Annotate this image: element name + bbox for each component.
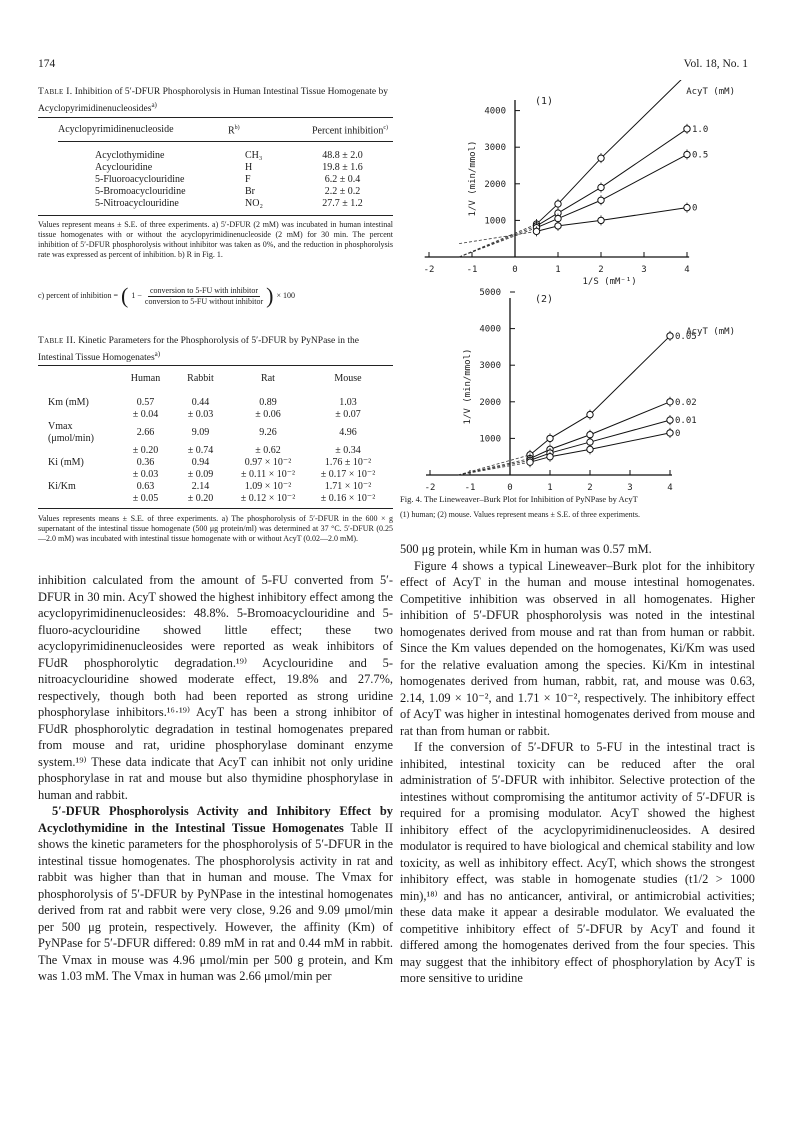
table1-body [95, 150, 385, 210]
x-tick-label: 2 [598, 265, 604, 275]
table-cell: Ki (mM) [48, 457, 84, 468]
figure4-caption [400, 494, 755, 505]
formula-tail: × 100 [276, 291, 295, 300]
data-point [555, 215, 561, 221]
y-tick-label: 1000 [479, 434, 501, 445]
table1-header [58, 122, 393, 137]
series-label: 0.05 [675, 331, 697, 342]
table1-caption-text: Inhibition of 5′-DFUR Phosphorolysis in Human Intestinal Tissue Homogenate by Acyclopyrimidinenucleosides [38, 87, 388, 114]
x-tick-label: -2 [423, 265, 435, 275]
figure4-caption-note: (1) human; (2) mouse. Values represent means ± S.E. of three experiments. [400, 510, 640, 519]
formula-one: 1 − [131, 291, 142, 300]
x-tick-label: 2 [587, 483, 593, 493]
series-label: 0.01 [675, 416, 697, 427]
extrapolation-line [459, 228, 536, 257]
section-heading: 5′-DFUR Phosphorolysis Activity and Inhibitory Effect by Acyclothymidine in the Intestinal Tissue Homogenates [38, 804, 393, 835]
data-point [598, 184, 604, 190]
table-cell: 1.76 ± 10⁻² [324, 457, 372, 468]
table-row [95, 198, 385, 210]
table-cell: 0.36 [136, 457, 155, 468]
y-tick-label: 4000 [484, 106, 506, 117]
table-header-cell: Human [130, 373, 161, 384]
data-point [587, 439, 593, 445]
data-point [667, 417, 673, 423]
table-cell: 1.09 × 10⁻² [244, 481, 292, 492]
table-cell: ± 0.62 [255, 445, 281, 456]
y-tick-label: 4000 [479, 324, 501, 335]
table1-formula: c) percent of inhibition = ( 1 − conversion to 5-FU with inhibitor conversion to 5-FU without inhibitor ) × 100 [38, 283, 295, 308]
data-point [527, 459, 533, 465]
paragraph: 500 μg protein, while Km in human was 0.57 mM. [400, 542, 652, 556]
table1-header-inhibition: Percent inhibition [311, 125, 384, 137]
figure4-caption-label: Fig. 4. [400, 494, 422, 504]
table-cell: 0.63 [136, 481, 155, 492]
table2-caption [38, 335, 393, 364]
x-tick-label: -1 [466, 265, 478, 275]
data-point [587, 411, 593, 417]
table-cell: ± 0.05 [132, 493, 159, 504]
y-tick-label: 1000 [484, 216, 506, 227]
table-cell: 5-Fluoroacyclouridine [95, 174, 185, 185]
data-point [598, 217, 604, 223]
table-cell: 5-Bromoacyclouridine [95, 186, 186, 197]
table1-header-r-mark: b) [234, 125, 240, 131]
table-cell: Acyclouridine [95, 162, 153, 173]
series-label: 0 [675, 428, 681, 439]
table1-header-r: R [228, 125, 235, 137]
chart-panel-mouse [425, 288, 735, 495]
x-tick-label: 4 [684, 265, 690, 275]
table-cell [48, 445, 118, 457]
chart-panel-human [424, 80, 735, 287]
series-label: 0 [692, 203, 698, 214]
table-row [48, 493, 388, 505]
table-cell: 2.66 [136, 427, 155, 438]
table-cell: 1.03 [339, 397, 357, 408]
y-tick-label: 2000 [479, 397, 501, 408]
data-point [587, 432, 593, 438]
y-tick-label: 2000 [484, 179, 506, 190]
table-cell: ± 0.11 × 10⁻² [240, 469, 296, 480]
formula-numerator: conversion to 5-FU with inhibitor [150, 285, 258, 295]
table-cell: NO₂ [245, 198, 263, 209]
table1-header-compound: Acyclopyrimidinenucleoside [58, 123, 174, 135]
y-tick-label: 3000 [479, 361, 501, 372]
table-cell: 19.8 ± 1.6 [322, 162, 363, 173]
table-cell: ± 0.74 [187, 445, 214, 456]
journal-volume: Vol. 18, No. 1 [683, 58, 748, 70]
data-point [547, 454, 553, 460]
x-tick-label: 1 [547, 483, 553, 493]
y-axis-label: 1/V (min/mmol) [463, 348, 473, 425]
table1-bottom-rule [38, 215, 393, 216]
right-column-text [400, 541, 755, 987]
table-header-cell: Mouse [334, 373, 362, 384]
table-cell: ± 0.06 [255, 409, 281, 420]
table-row [95, 162, 385, 174]
table-header-cell: Rat [261, 373, 275, 384]
table-cell: ± 0.16 × 10⁻² [320, 493, 376, 504]
formula-denominator: conversion to 5-FU without inhibitor [144, 296, 264, 306]
table-cell [48, 469, 118, 481]
table2-top-rule [38, 365, 393, 366]
table-cell: H [245, 162, 253, 173]
table-cell: 0.57 [136, 397, 155, 408]
table-cell: Ki/Km [48, 481, 76, 492]
figure-4 [400, 80, 755, 495]
paragraph: inhibition calculated from the amount of 5-FU converted from 5′-DFUR in 30 min. AcyT showed the highest inhibitory effect among the acyclopyrimidinenucleosides: 48.8%. 5-Bromoacyclouridine and 5-fluoro-acyclouridine showed little effect; these two acyclopyrimidinenucleosides were reported as weak inhibitors of FUdR phosphorolytic degradation.¹⁹⁾ Acyclouridine and 5-nitroacyclouridine showed moderate effect, 19.8% and 27.7%, respectively, though both had been reported as strong uridine phosphorylase inhibitors.¹⁶·¹⁹⁾ AcyT has been a strong inhibitor of FUdR phosphorolytic degradation in testinal homogenates prepared from mouse and rat, uridine phosphorylase dominant enzyme system.¹⁹⁾ These data indicate that AcyT can inhibit not only uridine phosphorylase in rat and mouse but also thymidine phosphorylase in human and rabbit. [38, 573, 393, 802]
page-number: 174 [38, 58, 56, 70]
table2-bottom-rule [38, 508, 393, 509]
paragraph: If the conversion of 5′-DFUR to 5-FU in the intestinal tract is inhibited, intestinal toxicity can be reduced after the oral administration of 5′-DFUR with inhibitor. Selective protection of the intestines without compromising the antitumor activity of 5′-DFUR is required for a promising modulator. AcyT showed the highest inhibitory effect of the acyclopyrimidinenucleosides. A desired modulator is required to have biological and chemical stability and low toxicity, as well as inhibitory effect. AcyT, which shows the strongest inhibitory effect, was stable in homogenate studies (t1/2 > 1000 min),¹⁸⁾ and has no anticancer, antiviral, or antimicrobial activities; these data make it appear a desirable modulator. We evaluated the competitive inhibitory effect of 5′-DFUR by AcyT and found it differed among the homogenates derived from the four species. This may suggest that the inhibitory effect of phosphorylation by AcyT is more sensitive to uridine [400, 740, 755, 985]
panel-title: (2) [535, 294, 554, 305]
data-point [555, 201, 561, 207]
table-cell: 0.44 [191, 397, 210, 408]
y-tick-label: 5000 [479, 288, 501, 298]
paragraph: Table II shows the kinetic parameters for the phosphorolysis of 5′-DFUR in the intestinal tissue homogenates. The phosphorolysis activity in rat and rabbit was higher than that in human and mouse. The Vmax for phosphorolysis of 5′-DFUR by PyNPase in the intestinal homogenates derived from rat and rabbit were very close, 9.26 and 9.09 μmol/min per 500 μg protein, respectively. However, the affinity (Km) of PyNPase for 5′-DFUR differed: 0.89 mM in rat and 0.44 mM in rabbit. The Vmax in mouse was 4.96 μmol/min per 500 g protein, and Km was 1.03 mM. The Vmax in human was 2.66 μmol/min per [38, 820, 393, 983]
data-point [598, 197, 604, 203]
table1-header-rule [58, 141, 393, 142]
table2-footnote: Values represents means ± S.E. of three experiments. a) The phosphorolysis of 5′-DFUR in the 600 × g supernatant of the intestinal tissue homogenate (500 μg protein/ml) was determined at 37 °C. 5′-DFUR (0.25—2.0 mM) was incubated with intestinal tissue homogenate with or without AcyT (0.02—2.0 mM). [38, 514, 393, 543]
table-header-row [48, 373, 388, 385]
table-row [48, 409, 388, 421]
table-row [95, 150, 385, 162]
data-point [684, 151, 690, 157]
x-axis-label: 1/S (mM⁻¹) [582, 277, 637, 287]
table-cell: 27.7 ± 1.2 [322, 198, 363, 209]
figure4-caption-title: The Lineweaver–Burk Plot for Inhibition of PyNPase by AcyT [423, 494, 638, 504]
x-tick-label: 4 [667, 483, 673, 493]
table-cell: 9.26 [259, 427, 277, 438]
table-cell: 6.2 ± 0.4 [324, 174, 361, 185]
table-cell: 1.71 × 10⁻² [324, 481, 372, 492]
table2-table [48, 373, 388, 505]
table-cell: Vmax (μmol/min) [48, 421, 94, 444]
table-cell: 5-Nitroacyclouridine [95, 198, 179, 209]
table-cell: ± 0.17 × 10⁻² [320, 469, 376, 480]
table-row [48, 469, 388, 481]
y-tick-label: 3000 [484, 143, 506, 154]
data-point [533, 228, 539, 234]
data-point [598, 155, 604, 161]
table-row [48, 457, 388, 469]
legend-title: AcyT (mM) [686, 87, 735, 97]
table-cell: 2.14 [191, 481, 210, 492]
table-row [48, 481, 388, 493]
table-cell: ± 0.09 [187, 469, 214, 480]
table1-footnote: Values represent means ± S.E. of three experiments. a) 5′-DFUR (2 mM) was incubated in human intestinal tissue homogenates with or without the acyclopyrimidinenucleoside (2 mM) for 30 min. The percent inhibition of 5′-DFUR phosphorolysis without inhibitor was taken as 0%, and the reduction in phosphorolysis rate was expressed as percent of inhibition. b) R in Fig. 1. [38, 220, 393, 259]
data-point [587, 446, 593, 452]
series-label: 0.02 [675, 397, 697, 408]
legend-title: AcyT (mM) [686, 327, 735, 337]
table-cell: Br [245, 186, 255, 197]
table-cell: CH₃ [245, 150, 263, 161]
table-cell: 2.2 ± 0.2 [324, 186, 361, 197]
series-label: 1.0 [692, 124, 709, 135]
data-point [667, 430, 673, 436]
table-row [95, 174, 385, 186]
table-header-cell: Rabbit [187, 373, 214, 384]
table-cell: ± 0.04 [132, 409, 159, 420]
data-point [667, 333, 673, 339]
x-tick-label: 0 [507, 483, 513, 493]
table1-caption [38, 86, 393, 115]
table-cell: Acyclothymidine [95, 150, 165, 161]
table-cell: 4.96 [339, 427, 357, 438]
x-tick-label: 1 [555, 265, 561, 275]
table2-label: Table II. [38, 336, 76, 346]
formula-lead: c) percent of inhibition = [38, 291, 119, 300]
table-cell: 0.97 × 10⁻² [244, 457, 292, 468]
paragraph: Figure 4 shows a typical Lineweaver–Burk plot for the inhibitory effect of AcyT in the human and mouse intestinal homogenates. Competitive inhibition was observed in all homogenates. Higher inhibition of 5′-DFUR phosphorolysis was noted in the intestinal homogenates derived from mouse and rat than from human or rabbit. Since the Km values depended on the homogenates, Ki/Km was used for the relative evaluation among the species. Ki/Km in intestinal homogenates derived from human, rabbit, rat, and mouse was 0.63, 2.14, 1.09 × 10⁻², and 1.71 × 10⁻², respectively. The inhibitory effect of AcyT was higher in intestinal homogenates derived from mouse and rat than from human or rabbit. [400, 558, 755, 738]
x-tick-label: -2 [424, 483, 436, 493]
y-axis-label: 1/V (min/mmol) [468, 140, 478, 217]
table-cell: F [245, 174, 251, 185]
table-cell [48, 493, 118, 505]
table-row [48, 421, 388, 445]
data-point [555, 223, 561, 229]
table-cell: 9.09 [191, 427, 210, 438]
table-cell: ± 0.03 [187, 409, 214, 420]
table-cell: ± 0.03 [132, 469, 159, 480]
data-point [547, 435, 553, 441]
table-cell: ± 0.12 × 10⁻² [240, 493, 296, 504]
data-point [667, 399, 673, 405]
table-cell: ± 0.20 [187, 493, 214, 504]
table-cell: Km (mM) [48, 397, 89, 408]
table-cell: 0.94 [191, 457, 210, 468]
x-tick-label: 3 [641, 265, 647, 275]
x-tick-label: -1 [464, 483, 476, 493]
extrapolation-line [458, 455, 530, 475]
table-cell: 48.8 ± 2.0 [322, 150, 363, 161]
table1-header-inhibition-mark: c) [383, 125, 388, 131]
table1-caption-mark: a) [151, 100, 157, 109]
table-row [95, 186, 385, 198]
data-point [684, 204, 690, 210]
x-tick-label: 3 [627, 483, 633, 493]
table1-top-rule [38, 117, 393, 118]
table-header-cell [48, 373, 118, 385]
table-cell [48, 409, 118, 421]
left-column-text [38, 572, 393, 985]
table2-caption-mark: a) [154, 349, 161, 358]
x-tick-label: 0 [512, 265, 518, 275]
table-row [48, 445, 388, 457]
table-cell: 0.89 [259, 397, 277, 408]
extrapolation-line [458, 462, 530, 475]
table-cell: ± 0.07 [335, 409, 361, 420]
table-row [48, 397, 388, 409]
table-cell: ± 0.34 [335, 445, 361, 456]
table2-caption-text: Kinetic Parameters for the Phosphorolysis of 5′-DFUR by PyNPase in the Intestinal Tissue Homogenates [38, 336, 359, 363]
series-label: 0.5 [692, 150, 709, 161]
data-point [684, 126, 690, 132]
table1-label: Table I. [38, 87, 73, 97]
table-cell: ± 0.20 [132, 445, 159, 456]
panel-title: (1) [535, 96, 554, 107]
